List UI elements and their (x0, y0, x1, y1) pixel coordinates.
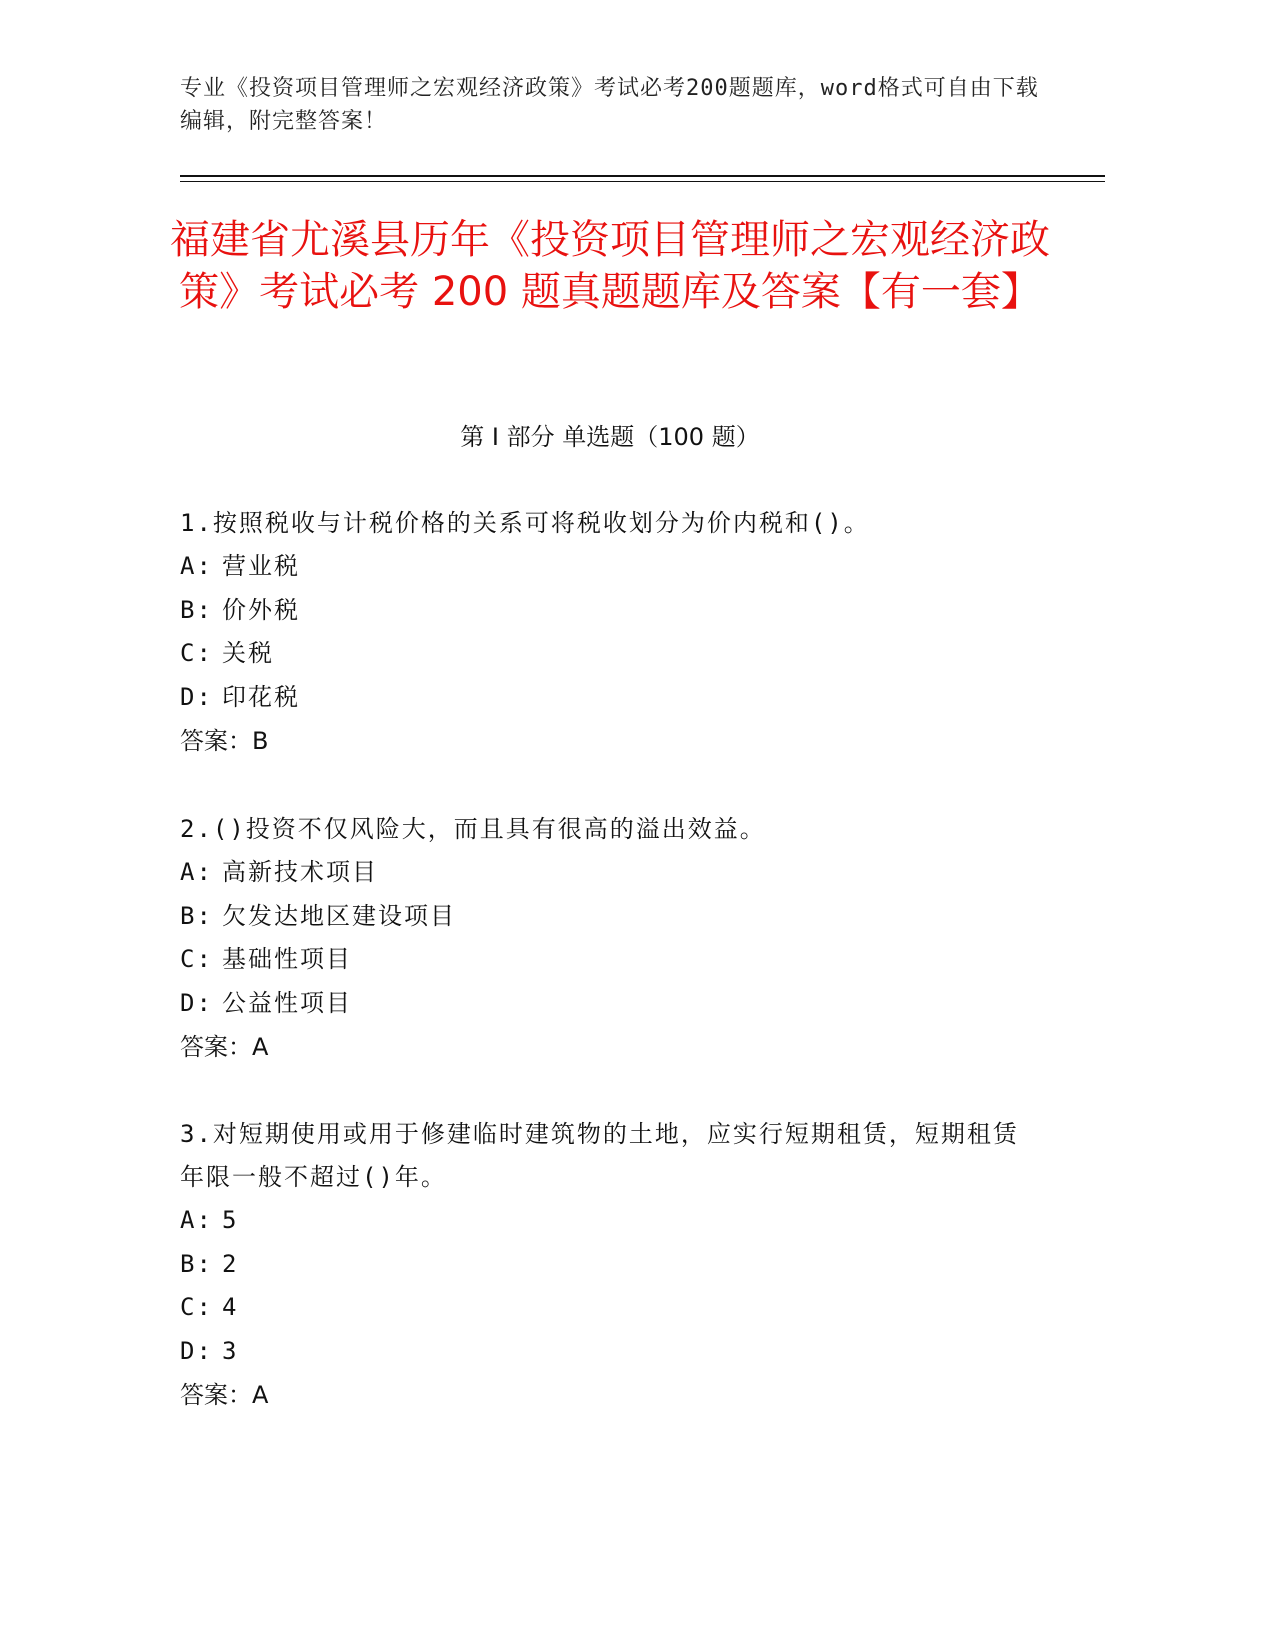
option-letter: A: (180, 858, 213, 886)
option-letter: D: (180, 988, 213, 1017)
question-stem: 2.()投资不仅风险大，而且具有很高的溢出效益。 (180, 815, 766, 843)
question-1 (180, 502, 1040, 763)
option-letter: B: (180, 595, 213, 624)
option-text: 基础性项目 (222, 945, 352, 973)
option-text: 关税 (222, 639, 274, 667)
option-text: 2 (222, 1249, 239, 1278)
header-divider-thick (180, 175, 1105, 177)
option-c (180, 1286, 1040, 1330)
option-letter: C: (180, 945, 213, 973)
option-c (180, 938, 1040, 982)
option-d (180, 676, 1040, 720)
option-text: 印花税 (222, 682, 300, 711)
answer-line: 答案：A (180, 1381, 269, 1409)
option-d (180, 1330, 1040, 1374)
option-text: 营业税 (222, 552, 300, 580)
option-letter: A: (180, 552, 213, 580)
option-letter: C: (180, 1293, 213, 1321)
option-letter: B: (180, 1249, 213, 1278)
question-2 (180, 808, 1040, 1069)
option-a (180, 1199, 1040, 1243)
option-text: 3 (222, 1336, 239, 1365)
option-text: 高新技术项目 (222, 858, 378, 886)
answer-line: 答案：B (180, 727, 269, 755)
header-divider-thin (180, 181, 1105, 182)
option-text: 欠发达地区建设项目 (222, 901, 456, 930)
section-heading: 第 I 部分 单选题（100 题） (460, 423, 760, 451)
question-stem: 1.按照税收与计税价格的关系可将税收划分为价内税和()。 (180, 509, 870, 537)
document-title: 福建省尤溪县历年《投资项目管理师之宏观经济政策》考试必考 200 题真题题库及答案【有一套】 (170, 217, 1050, 315)
option-text: 5 (222, 1206, 239, 1234)
option-c (180, 632, 1040, 676)
option-letter: D: (180, 1336, 213, 1365)
option-a (180, 851, 1040, 895)
option-text: 价外税 (222, 595, 300, 624)
option-letter: C: (180, 639, 213, 667)
option-text: 公益性项目 (222, 988, 352, 1017)
option-letter: D: (180, 682, 213, 711)
answer-line: 答案：A (180, 1033, 269, 1061)
option-a (180, 545, 1040, 589)
option-b (180, 895, 1040, 939)
option-letter: B: (180, 901, 213, 930)
header-note: 专业《投资项目管理师之宏观经济政策》考试必考200题题库，word格式可自由下载编辑，附完整答案！ (180, 76, 1039, 134)
option-text: 4 (222, 1293, 239, 1321)
option-letter: A: (180, 1206, 213, 1234)
question-3 (180, 1113, 1040, 1417)
option-d (180, 982, 1040, 1026)
option-b (180, 1243, 1040, 1287)
question-stem: 3.对短期使用或用于修建临时建筑物的土地，应实行短期租赁，短期租赁年限一般不超过()年。 (180, 1120, 1019, 1191)
option-b (180, 589, 1040, 633)
